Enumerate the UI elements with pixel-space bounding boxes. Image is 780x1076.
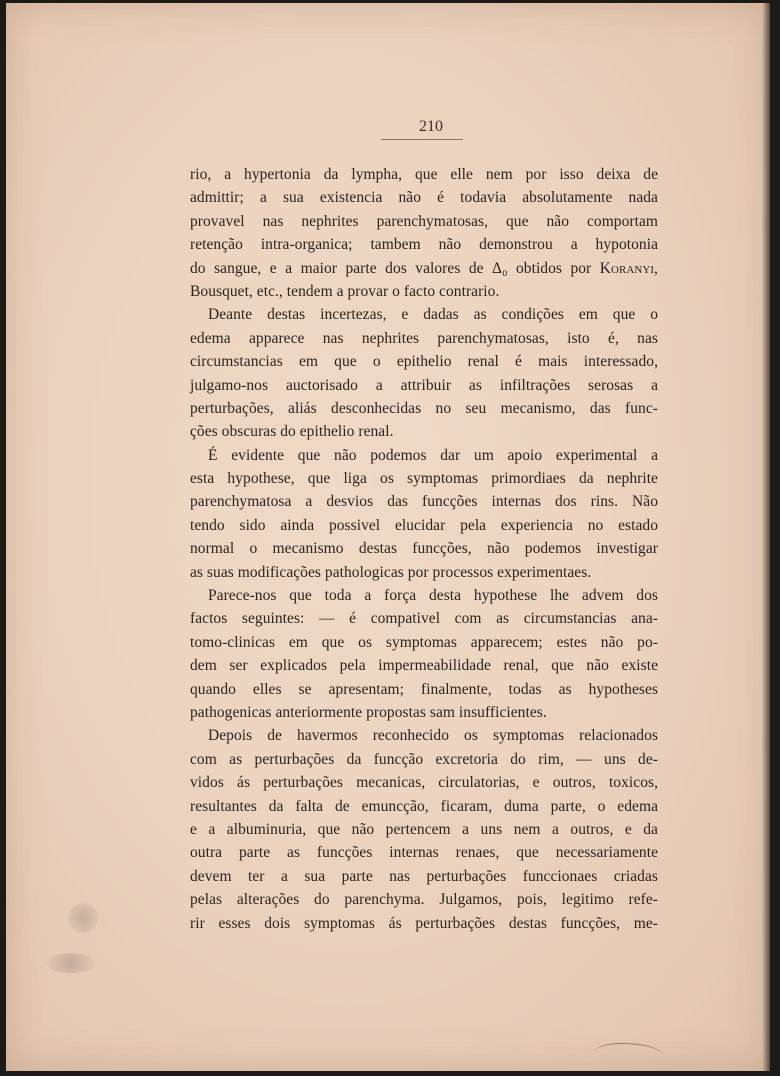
text-line: dem ser explicados pela impermeabilidade renal, que não existe (190, 657, 658, 675)
header-rule (381, 139, 463, 140)
paper-tear (594, 1043, 664, 1066)
text-line: admittir; a sua existencia não é todavia absolutamente nada (190, 189, 658, 207)
paragraph-start: É evidente que não podemos dar um apoio experimental a (208, 446, 658, 464)
ink-smudge (68, 903, 98, 933)
text-line: edema apparece nas nephrites parenchymatosas, isto é, nas (190, 329, 658, 347)
text-line: rio, a hypertonia da lympha, que elle nem por isso deixa de (190, 166, 658, 183)
ink-smudge (46, 953, 96, 973)
text-line: devem ter a sua parte nas perturbações funccionaes criadas (190, 867, 658, 885)
text-line: quando elles se apresentam; finalmente, todas as hypotheses (190, 680, 658, 698)
text-line: Bousquet, etc., tendem a provar o facto contrario. (190, 282, 500, 300)
text-line: normal o mecanismo destas funcções, não podemos investigar (190, 540, 658, 558)
text-line-with-name (190, 257, 658, 280)
text-line: pelas alterações do parenchyma. Julgamos, pois, legitimo refe- (190, 891, 658, 909)
text-line: tendo sido ainda possivel elucidar pela experiencia no estado (190, 516, 658, 534)
text-line: perturbações, aliás desconhecidas no seu mecanismo, das func- (190, 399, 658, 417)
text-line: as suas modificações pathologicas por processos experimentaes. (190, 563, 592, 581)
text-line: tomo-clinicas em que os symptomas apparecem; estes não po- (190, 633, 658, 651)
book-page (6, 3, 770, 1071)
text-line: rir esses dois symptomas ás perturbações destas funcções, me- (190, 914, 658, 932)
page-number: 210 (419, 118, 443, 135)
text-line: e a albuminuria, que não pertencem a uns nem a outros, e da (190, 820, 658, 838)
text-line: esta hypothese, que liga os symptomas primordiaes da nephrite (190, 470, 658, 488)
text-line: vidos ás perturbações mecanicas, circulatorias, e outros, toxicos, (190, 774, 658, 792)
text-line: retenção intra-organica; tambem não demonstrou a hypotonia (190, 236, 658, 254)
paragraph-start: Depois de havermos reconhecido os symptomas relacionados (208, 727, 658, 745)
text-line: factos seguintes: — é compativel com as circumstancias ana- (190, 610, 658, 628)
paragraph-start: Deante destas incertezas, e dadas as condições em que o (208, 306, 658, 324)
author-name: Koranyi, (599, 259, 658, 277)
text-fragment: do sangue, e a maior parte dos valores de Δ₀ obtidos por (190, 259, 592, 277)
text-line: outra parte as funcções internas renaes, que necessariamente (190, 844, 658, 862)
text-line: pathogenicas anteriormente propostas sam insufficientes. (190, 703, 547, 721)
text-line: resultantes da falta de emuncção, ficaram, duma parte, o edema (190, 797, 658, 815)
text-line: parenchymatosa a desvios das funcções internas dos rins. Não (190, 493, 658, 511)
page-edge-shadow (762, 3, 770, 1071)
text-line: circumstancias em que o epithelio renal é mais interessado, (190, 353, 658, 371)
text-line: julgamo-nos auctorisado a attribuir as infiltrações serosas a (190, 376, 658, 394)
text-line: ções obscuras do epithelio renal. (190, 423, 394, 441)
text-line: com as perturbações da funcção excretoria do rim, — uns de- (190, 750, 658, 768)
text-line: provavel nas nephrites parenchymatosas, que não comportam (190, 212, 658, 230)
paragraph-start: Parece-nos que toda a força desta hypothese lhe advem dos (208, 587, 658, 605)
body-text (190, 163, 658, 935)
